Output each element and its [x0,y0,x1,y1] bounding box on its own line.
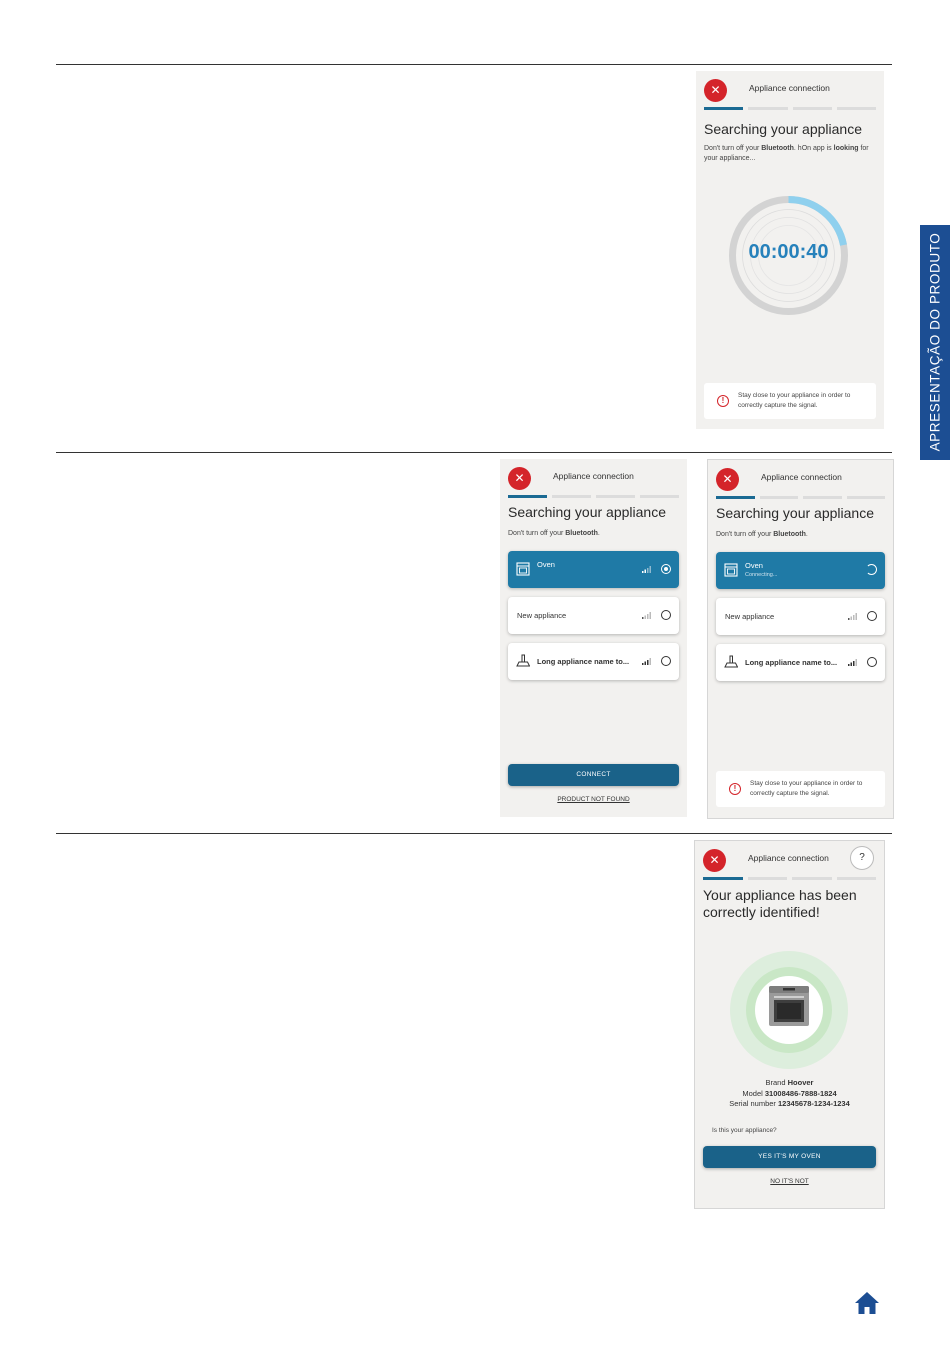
device-radio[interactable] [661,610,671,620]
subtitle-text: . hOn app is [793,145,834,152]
page-title: Searching your appliance [704,121,862,137]
connect-button[interactable]: CONNECT [508,764,679,786]
progress-step [596,495,635,498]
device-item-new-appliance[interactable] [508,597,679,634]
subtitle [716,530,883,540]
device-item-new-appliance[interactable] [716,598,885,635]
progress-step [760,496,799,499]
progress-step [508,495,547,498]
device-label: Long appliance name to... [745,658,838,667]
device-radio[interactable] [661,656,671,666]
serial-label: Serial number [729,1099,779,1108]
model-value: 31008486-7888-1824 [764,1089,837,1098]
subtitle-text: Don't turn off your [704,145,762,152]
hood-icon [516,654,530,668]
oven-image-icon [768,985,810,1027]
device-radio[interactable] [867,611,877,621]
progress-step [793,107,832,110]
help-button[interactable]: ? [850,846,874,870]
brand-line [695,1078,884,1089]
reject-appliance-link[interactable]: NO IT'S NOT [770,1178,809,1185]
progress-step [837,877,877,880]
subtitle-bold: Bluetooth [773,531,806,538]
progress-step [748,107,787,110]
warning-icon: ! [717,395,729,407]
subtitle-text: . [805,531,808,538]
progress-step [792,877,832,880]
step-progress [703,877,876,880]
loading-spinner-icon [866,564,877,575]
signal-icon [642,566,651,573]
signal-icon [848,613,857,620]
device-label: Oven [745,561,763,570]
timer-value: 00:00:40 [748,241,829,263]
step-progress [704,107,876,110]
progress-step [704,107,743,110]
subtitle-text: . [597,530,600,537]
screenshot-select-appliance [500,459,687,817]
close-button[interactable]: ✕ [508,467,531,490]
oven-icon [516,562,530,576]
section-tab-label: APRESENTAÇÃO DO PRODUTO [927,232,943,452]
subtitle [508,529,677,539]
page-title: Your appliance has been correctly identified! [703,887,857,920]
confirm-appliance-button[interactable]: YES IT'S MY OVEN [703,1146,876,1168]
product-not-found-link[interactable]: PRODUCT NOT FOUND [557,796,630,803]
divider [56,452,892,453]
subtitle-text: Don't turn off your [716,531,774,538]
progress-step [748,877,788,880]
device-label: New appliance [725,612,775,621]
progress-step [837,107,876,110]
device-item-long-name[interactable] [716,644,885,681]
notice-text: Stay close to your appliance in order to correctly capture the signal. [738,392,851,409]
progress-step [716,496,755,499]
section-tab [920,225,950,460]
subtitle-text: for your appliance... [704,145,869,162]
header-title: Appliance connection [749,83,830,93]
device-item-oven[interactable] [716,552,885,589]
screenshot-connecting [707,459,894,819]
device-status: Connecting... [745,572,778,578]
device-label: Oven [537,560,555,569]
subtitle-bold: Bluetooth [761,145,794,152]
header-title: Appliance connection [553,471,634,481]
divider [56,833,892,834]
page-title: Searching your appliance [716,505,874,521]
subtitle-text: Don't turn off your [508,530,566,537]
signal-notice [704,383,876,419]
divider [56,64,892,65]
device-item-oven[interactable] [508,551,679,588]
step-progress [508,495,679,498]
serial-value: 12345678-1234-1234 [778,1099,850,1108]
countdown-timer [726,193,851,318]
warning-icon: ! [729,783,741,795]
header-title: Appliance connection [748,853,829,863]
close-button[interactable]: ✕ [716,468,739,491]
page-title: Searching your appliance [508,504,666,520]
brand-label: Brand [765,1078,788,1087]
subtitle-bold: looking [833,145,859,152]
device-item-long-name[interactable] [508,643,679,680]
brand-value: Hoover [787,1078,814,1087]
home-icon[interactable] [854,1291,880,1315]
progress-step [640,495,679,498]
close-button[interactable]: ✕ [704,79,727,102]
confirm-question: Is this your appliance? [712,1127,777,1134]
screenshot-identified [694,840,885,1209]
signal-icon [848,659,857,666]
signal-icon [642,658,651,665]
progress-step [703,877,743,880]
subtitle-bold: Bluetooth [565,530,598,537]
device-label: Long appliance name to... [537,657,630,666]
progress-step [803,496,842,499]
hood-icon [724,655,738,669]
model-label: Model [742,1089,765,1098]
signal-icon [642,612,651,619]
progress-step [847,496,886,499]
close-button[interactable]: ✕ [703,849,726,872]
device-radio[interactable] [867,657,877,667]
step-progress [716,496,885,499]
signal-notice [716,771,885,807]
device-radio[interactable] [661,564,671,574]
device-label: New appliance [517,611,567,620]
screenshot-searching-timer [696,71,884,429]
oven-icon [724,563,738,577]
notice-text: Stay close to your appliance in order to correctly capture the signal. [750,780,863,797]
model-line [695,1089,884,1100]
subtitle [704,144,874,164]
progress-step [552,495,591,498]
header-title: Appliance connection [761,472,842,482]
serial-line [695,1099,884,1110]
